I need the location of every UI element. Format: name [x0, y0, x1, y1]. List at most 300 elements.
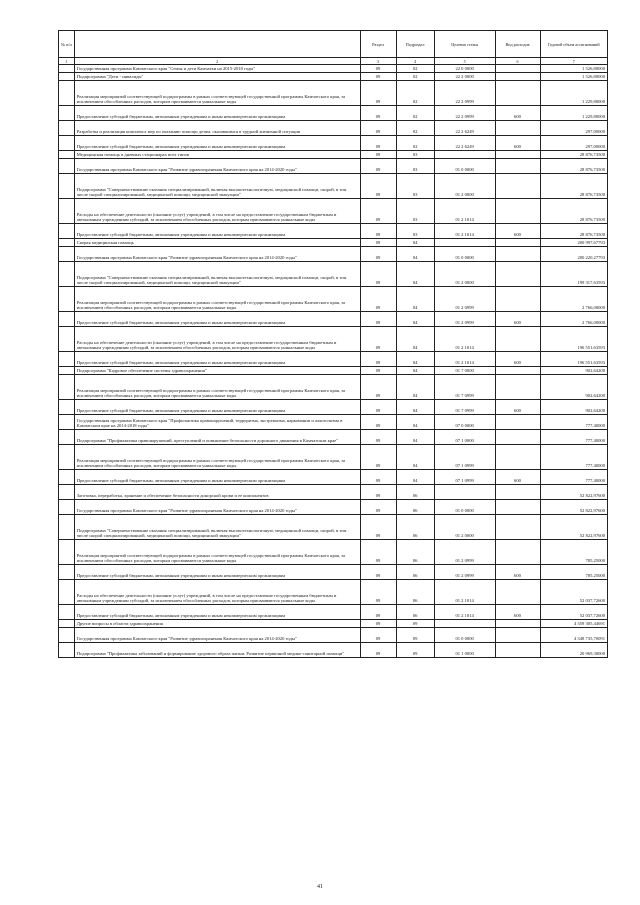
row-razdel-cell: 09 — [360, 151, 396, 159]
row-razdel-cell: 09 — [360, 312, 396, 327]
row-amount-cell: 199 317,63593 — [540, 262, 608, 287]
table-row — [59, 580, 608, 605]
table-row — [59, 287, 608, 312]
table-row — [59, 121, 608, 136]
row-number-cell — [59, 415, 75, 430]
row-razdel-cell: 09 — [360, 199, 396, 224]
column-number: 7 — [540, 58, 608, 65]
row-razdel-cell: 09 — [360, 485, 396, 500]
row-target-article-cell — [434, 151, 495, 159]
row-number-cell — [59, 500, 75, 515]
table-row — [59, 352, 608, 367]
row-razdel-cell: 09 — [360, 136, 396, 151]
row-razdel-cell: 09 — [360, 445, 396, 470]
row-amount-cell: 28 876,73500 — [540, 174, 608, 199]
table-row — [59, 445, 608, 470]
table-row — [59, 224, 608, 239]
row-podrazdel-cell: 06 — [396, 485, 434, 500]
table-row — [59, 565, 608, 580]
table-row — [59, 199, 608, 224]
header-annual-amount: Годовой объем ассигнований — [540, 31, 608, 58]
row-name-cell: Реализация мероприятий соответствующей подпрограммы в рамках соответствующей государственной программы Камчатского края, за исключением обособленных расходов, которым присваиваются уникальные коды — [74, 81, 360, 106]
row-razdel-cell: 09 — [360, 287, 396, 312]
row-target-article-cell: 01 2 0000 — [434, 515, 495, 540]
row-target-article-cell: 22 2 0999 — [434, 81, 495, 106]
row-expense-type-cell — [495, 73, 540, 81]
row-number-cell — [59, 136, 75, 151]
row-target-article-cell: 01 2 0999 — [434, 287, 495, 312]
table-row — [59, 174, 608, 199]
table-row — [59, 65, 608, 73]
row-target-article-cell — [434, 239, 495, 247]
row-expense-type-cell — [495, 159, 540, 174]
row-expense-type-cell — [495, 580, 540, 605]
row-expense-type-cell — [495, 485, 540, 500]
table-row — [59, 106, 608, 121]
row-target-article-cell — [434, 620, 495, 628]
row-amount-cell: 785,25000 — [540, 540, 608, 565]
table-row — [59, 400, 608, 415]
row-name-cell: Предоставление субсидий бюджетным, автономным учреждениям и иным некоммерческим организациям — [74, 605, 360, 620]
row-name-cell: Предоставление субсидий бюджетным, автономным учреждениям и иным некоммерческим организациям — [74, 470, 360, 485]
row-target-article-cell: 22 2 0999 — [434, 106, 495, 121]
row-expense-type-cell: 600 — [495, 352, 540, 367]
header-expense-type: Вид расходов — [495, 31, 540, 58]
row-expense-type-cell: 600 — [495, 400, 540, 415]
row-target-article-cell: 22 2 0000 — [434, 73, 495, 81]
row-number-cell — [59, 81, 75, 106]
row-expense-type-cell — [495, 500, 540, 515]
row-number-cell — [59, 620, 75, 628]
row-number-cell — [59, 400, 75, 415]
row-amount-cell: 20 969,30000 — [540, 643, 608, 658]
row-target-article-cell: 01 0 0000 — [434, 628, 495, 643]
row-number-cell — [59, 199, 75, 224]
row-name-cell: Предоставление субсидий бюджетным, автономным учреждениям и иным некоммерческим организациям — [74, 565, 360, 580]
row-amount-cell: 196 551,63593 — [540, 352, 608, 367]
row-podrazdel-cell: 04 — [396, 287, 434, 312]
row-name-cell: Реализация мероприятий соответствующей подпрограммы в рамках соответствующей государственной программы Камчатского края, за исключением обособленных расходов, которым присваиваются уникальные коды — [74, 540, 360, 565]
row-razdel-cell: 09 — [360, 565, 396, 580]
row-amount-cell: 2 766,00000 — [540, 287, 608, 312]
row-razdel-cell: 09 — [360, 224, 396, 239]
row-podrazdel-cell: 09 — [396, 620, 434, 628]
row-expense-type-cell — [495, 81, 540, 106]
row-podrazdel-cell: 02 — [396, 106, 434, 121]
row-target-article-cell: 01 0 0000 — [434, 159, 495, 174]
row-number-cell — [59, 565, 75, 580]
row-name-cell: Предоставление субсидий бюджетным, автономным учреждениям и иным некоммерческим организациям — [74, 106, 360, 121]
row-amount-cell: 902,64200 — [540, 400, 608, 415]
row-amount-cell: 777,40000 — [540, 415, 608, 430]
row-podrazdel-cell: 02 — [396, 73, 434, 81]
table-row — [59, 643, 608, 658]
row-name-cell: Подпрограмма "Совершенствование оказания специализированной, включая высокотехнологичную, медицинской помощи, скорой, в том числе скорой специализированной, медицинской помощи, медицинской эвакуации" — [74, 515, 360, 540]
row-name-cell: Государственная программа Камчатского края "Развитие здравоохранения Камчатского края на 2014-2020 годы" — [74, 247, 360, 262]
row-number-cell — [59, 470, 75, 485]
row-target-article-cell: 01 1 0000 — [434, 643, 495, 658]
row-number-cell — [59, 445, 75, 470]
table-row — [59, 262, 608, 287]
row-amount-cell: 297,00000 — [540, 136, 608, 151]
row-target-article-cell: 01 2 1014 — [434, 199, 495, 224]
row-expense-type-cell — [495, 430, 540, 445]
row-expense-type-cell: 600 — [495, 224, 540, 239]
row-number-cell — [59, 159, 75, 174]
row-amount-cell: 1 229,80000 — [540, 106, 608, 121]
row-target-article-cell: 07 1 0999 — [434, 445, 495, 470]
row-target-article-cell: 01 2 0999 — [434, 312, 495, 327]
row-amount-cell: 297,00000 — [540, 121, 608, 136]
row-amount-cell: 1 526,80000 — [540, 73, 608, 81]
row-podrazdel-cell: 04 — [396, 352, 434, 367]
document-page — [58, 30, 608, 658]
table-row — [59, 239, 608, 247]
row-target-article-cell: 01 2 0000 — [434, 174, 495, 199]
row-number-cell — [59, 485, 75, 500]
table-row — [59, 628, 608, 643]
row-expense-type-cell — [495, 247, 540, 262]
row-name-cell: Реализация мероприятий соответствующей подпрограммы в рамках соответствующей государственной программы Камчатского края, за исключением обособленных расходов, которым присваиваются уникальные коды — [74, 287, 360, 312]
row-number-cell — [59, 121, 75, 136]
row-amount-cell: 777,40000 — [540, 470, 608, 485]
row-expense-type-cell — [495, 445, 540, 470]
row-target-article-cell: 01 2 1014 — [434, 580, 495, 605]
row-name-cell: Подпрограмма "Совершенствование оказания специализированной, включая высокотехнологичную, медицинской помощи, скорой, в том числе скорой специализированной, медицинской помощи, медицинской эвакуации" — [74, 262, 360, 287]
column-number: 6 — [495, 58, 540, 65]
row-name-cell: Государственная программа Камчатского края "Развитие здравоохранения Камчатского края на 2014-2020 годы" — [74, 159, 360, 174]
row-podrazdel-cell: 04 — [396, 375, 434, 400]
row-podrazdel-cell: 06 — [396, 605, 434, 620]
row-number-cell — [59, 367, 75, 375]
row-razdel-cell: 09 — [360, 106, 396, 121]
row-target-article-cell: 07 1 0999 — [434, 470, 495, 485]
table-row — [59, 515, 608, 540]
row-target-article-cell: 01 2 1014 — [434, 352, 495, 367]
row-razdel-cell: 09 — [360, 430, 396, 445]
row-podrazdel-cell: 04 — [396, 367, 434, 375]
table-row — [59, 327, 608, 352]
row-name-cell: Предоставление субсидий бюджетным, автономным учреждениям и иным некоммерческим организациям — [74, 136, 360, 151]
row-name-cell: Государственная программа Камчатского края "Семья и дети Камчатки на 2015-2018 годы" — [74, 65, 360, 73]
table-row — [59, 367, 608, 375]
row-amount-cell: 28 876,73500 — [540, 159, 608, 174]
row-amount-cell: 52 037,72600 — [540, 605, 608, 620]
row-expense-type-cell — [495, 628, 540, 643]
row-podrazdel-cell: 04 — [396, 327, 434, 352]
row-number-cell — [59, 430, 75, 445]
row-target-article-cell: 22 2 6249 — [434, 136, 495, 151]
row-razdel-cell: 09 — [360, 247, 396, 262]
row-razdel-cell: 09 — [360, 400, 396, 415]
row-target-article-cell: 01 7 0000 — [434, 367, 495, 375]
row-name-cell: Государственная программа Камчатского края "Развитие здравоохранения Камчатского края на 2014-2020 годы" — [74, 628, 360, 643]
row-amount-cell: 52 822,97600 — [540, 500, 608, 515]
row-amount-cell: 200 997,67793 — [540, 239, 608, 247]
row-name-cell: Заготовка, переработка, хранение и обеспечение безопасности донорской крови и ее компонентов — [74, 485, 360, 500]
table-row — [59, 136, 608, 151]
row-name-cell: Подпрограмма "Кадровое обеспечение системы здравоохранения" — [74, 367, 360, 375]
row-name-cell: Расходы на обеспечение деятельности (оказание услуг) учреждений, в том числе на предоставление государственным бюджетным и автономным учреждениям субсидий, за исключением обособленных расходов, которым присваиваются уникальные коды — [74, 580, 360, 605]
row-amount-cell: 52 822,97600 — [540, 515, 608, 540]
row-number-cell — [59, 151, 75, 159]
page-number: 41 — [317, 884, 323, 890]
row-expense-type-cell — [495, 239, 540, 247]
row-razdel-cell: 09 — [360, 121, 396, 136]
row-razdel-cell: 09 — [360, 159, 396, 174]
row-expense-type-cell: 600 — [495, 136, 540, 151]
row-razdel-cell: 09 — [360, 515, 396, 540]
row-razdel-cell: 09 — [360, 620, 396, 628]
row-podrazdel-cell: 09 — [396, 643, 434, 658]
row-razdel-cell: 09 — [360, 643, 396, 658]
row-number-cell — [59, 247, 75, 262]
row-podrazdel-cell: 02 — [396, 81, 434, 106]
row-expense-type-cell: 600 — [495, 106, 540, 121]
row-number-cell — [59, 106, 75, 121]
row-amount-cell: 777,40000 — [540, 445, 608, 470]
row-razdel-cell: 09 — [360, 327, 396, 352]
header-name — [74, 31, 360, 58]
row-name-cell: Государственная программа Камчатского края "Развитие здравоохранения Камчатского края на 2014-2020 годы" — [74, 500, 360, 515]
row-number-cell — [59, 605, 75, 620]
row-podrazdel-cell: 03 — [396, 151, 434, 159]
row-amount-cell: 52 822,97600 — [540, 485, 608, 500]
row-amount-cell: 1 526,80000 — [540, 65, 608, 73]
row-target-article-cell: 01 2 1014 — [434, 605, 495, 620]
row-target-article-cell: 07 1 0000 — [434, 430, 495, 445]
row-podrazdel-cell: 04 — [396, 470, 434, 485]
table-row — [59, 159, 608, 174]
table-row — [59, 151, 608, 159]
row-target-article-cell: 01 2 1014 — [434, 327, 495, 352]
row-name-cell: Предоставление субсидий бюджетным, автономным учреждениям и иным некоммерческим организациям — [74, 224, 360, 239]
row-amount-cell: 785,25000 — [540, 565, 608, 580]
row-podrazdel-cell: 03 — [396, 199, 434, 224]
table-row — [59, 605, 608, 620]
row-number-cell — [59, 327, 75, 352]
row-number-cell — [59, 375, 75, 400]
row-amount-cell: 52 037,72600 — [540, 580, 608, 605]
row-name-cell: Государственная программа Камчатского края "Профилактика правонарушений, терроризма, экстремизма, наркомании и алкоголизма в Камчатском крае на 2014-2018 годы" — [74, 415, 360, 430]
row-target-article-cell: 01 7 0999 — [434, 375, 495, 400]
table-row — [59, 470, 608, 485]
row-razdel-cell: 09 — [360, 81, 396, 106]
row-expense-type-cell — [495, 540, 540, 565]
table-header — [59, 31, 608, 65]
header-podrazdel: Подраздел — [396, 31, 434, 58]
row-razdel-cell: 09 — [360, 415, 396, 430]
table-body — [59, 65, 608, 658]
row-name-cell: Подпрограмма "Дети - инвалиды" — [74, 73, 360, 81]
row-expense-type-cell — [495, 415, 540, 430]
row-number-cell — [59, 515, 75, 540]
row-expense-type-cell: 600 — [495, 312, 540, 327]
row-expense-type-cell — [495, 620, 540, 628]
row-number-cell — [59, 224, 75, 239]
row-expense-type-cell: 600 — [495, 605, 540, 620]
row-number-cell — [59, 643, 75, 658]
row-razdel-cell: 09 — [360, 540, 396, 565]
row-razdel-cell: 09 — [360, 628, 396, 643]
row-number-cell — [59, 73, 75, 81]
row-podrazdel-cell: 06 — [396, 515, 434, 540]
row-number-cell — [59, 65, 75, 73]
header-num: № п/п — [59, 31, 75, 58]
row-name-cell: Разработка и реализация комплекса мер по оказанию помощи детям, оказавшимся в трудной жизненной ситуации — [74, 121, 360, 136]
row-razdel-cell: 09 — [360, 239, 396, 247]
row-expense-type-cell — [495, 287, 540, 312]
row-podrazdel-cell: 02 — [396, 136, 434, 151]
row-expense-type-cell — [495, 121, 540, 136]
row-number-cell — [59, 540, 75, 565]
row-razdel-cell: 09 — [360, 375, 396, 400]
row-expense-type-cell — [495, 151, 540, 159]
row-amount-cell: 200 220,27793 — [540, 247, 608, 262]
row-razdel-cell: 09 — [360, 65, 396, 73]
row-name-cell: Реализация мероприятий соответствующей подпрограммы в рамках соответствующей государственной программы Камчатского края, за исключением обособленных расходов, которым присваиваются уникальные коды — [74, 375, 360, 400]
column-number-row — [59, 58, 608, 65]
row-name-cell: Другие вопросы в области здравоохранения — [74, 620, 360, 628]
row-expense-type-cell — [495, 174, 540, 199]
row-target-article-cell: 01 7 0999 — [434, 400, 495, 415]
row-target-article-cell: 22 0 0000 — [434, 65, 495, 73]
row-razdel-cell: 09 — [360, 352, 396, 367]
row-podrazdel-cell: 06 — [396, 580, 434, 605]
header-target-article: Целевая статья — [434, 31, 495, 58]
row-podrazdel-cell: 02 — [396, 121, 434, 136]
row-expense-type-cell — [495, 262, 540, 287]
header-razdel: Раздел — [360, 31, 396, 58]
table-row — [59, 485, 608, 500]
row-expense-type-cell — [495, 327, 540, 352]
row-razdel-cell: 09 — [360, 470, 396, 485]
table-row — [59, 415, 608, 430]
table-row — [59, 430, 608, 445]
row-expense-type-cell — [495, 65, 540, 73]
column-number: 2 — [74, 58, 360, 65]
row-podrazdel-cell: 04 — [396, 312, 434, 327]
row-amount-cell: 28 876,73500 — [540, 224, 608, 239]
row-name-cell: Подпрограмма "Совершенствование оказания специализированной, включая высокотехнологичную, медицинской помощи, скорой, в том числе скорой специализированной, медицинской помощи, медицинской эвакуации" — [74, 174, 360, 199]
row-expense-type-cell — [495, 367, 540, 375]
row-name-cell: Скорая медицинская помощь — [74, 239, 360, 247]
table-row — [59, 73, 608, 81]
row-podrazdel-cell: 04 — [396, 430, 434, 445]
row-podrazdel-cell: 06 — [396, 540, 434, 565]
table-row — [59, 81, 608, 106]
row-amount-cell: 902,64200 — [540, 367, 608, 375]
row-target-article-cell: 01 0 0000 — [434, 247, 495, 262]
row-target-article-cell: 01 0 0000 — [434, 500, 495, 515]
row-target-article-cell: 07 0 0000 — [434, 415, 495, 430]
row-name-cell: Подпрограмма "Профилактика заболеваний и формирование здорового образа жизни. Развитие первичной медико-санитарной помощи" — [74, 643, 360, 658]
row-amount-cell: 4 348 735,70091 — [540, 628, 608, 643]
row-razdel-cell: 09 — [360, 367, 396, 375]
row-number-cell — [59, 628, 75, 643]
row-expense-type-cell — [495, 375, 540, 400]
budget-table — [58, 30, 608, 658]
row-podrazdel-cell: 09 — [396, 628, 434, 643]
table-row — [59, 375, 608, 400]
row-podrazdel-cell: 04 — [396, 262, 434, 287]
row-razdel-cell: 09 — [360, 73, 396, 81]
row-number-cell — [59, 312, 75, 327]
row-podrazdel-cell: 04 — [396, 445, 434, 470]
row-name-cell: Реализация мероприятий соответствующей подпрограммы в рамках соответствующей государственной программы Камчатского края, за исключением обособленных расходов, которым присваиваются уникальные коды — [74, 445, 360, 470]
row-podrazdel-cell: 06 — [396, 500, 434, 515]
row-razdel-cell: 09 — [360, 605, 396, 620]
row-expense-type-cell: 600 — [495, 470, 540, 485]
row-podrazdel-cell: 03 — [396, 174, 434, 199]
row-amount-cell: 2 766,00000 — [540, 312, 608, 327]
table-row — [59, 540, 608, 565]
row-amount-cell: 4 359 305,44691 — [540, 620, 608, 628]
row-target-article-cell — [434, 485, 495, 500]
row-podrazdel-cell: 06 — [396, 565, 434, 580]
row-target-article-cell: 01 2 0000 — [434, 262, 495, 287]
row-amount-cell: 196 551,63593 — [540, 327, 608, 352]
row-target-article-cell: 22 2 6249 — [434, 121, 495, 136]
row-number-cell — [59, 239, 75, 247]
row-number-cell — [59, 174, 75, 199]
row-expense-type-cell — [495, 515, 540, 540]
row-number-cell — [59, 580, 75, 605]
table-row — [59, 620, 608, 628]
column-number: 1 — [59, 58, 75, 65]
row-amount-cell: 902,64200 — [540, 375, 608, 400]
row-name-cell: Расходы на обеспечение деятельности (оказание услуг) учреждений, в том числе на предоставление государственным бюджетным и автономным учреждениям субсидий, за исключением обособленных расходов, которым присваиваются уникальные коды — [74, 199, 360, 224]
row-expense-type-cell: 600 — [495, 565, 540, 580]
row-podrazdel-cell: 03 — [396, 159, 434, 174]
row-podrazdel-cell: 04 — [396, 247, 434, 262]
row-razdel-cell: 09 — [360, 580, 396, 605]
row-expense-type-cell — [495, 643, 540, 658]
row-amount-cell: 777,40000 — [540, 430, 608, 445]
row-target-article-cell: 01 2 0999 — [434, 565, 495, 580]
row-amount-cell: 28 876,73500 — [540, 151, 608, 159]
row-podrazdel-cell: 04 — [396, 239, 434, 247]
table-row — [59, 500, 608, 515]
row-razdel-cell: 09 — [360, 174, 396, 199]
row-number-cell — [59, 352, 75, 367]
column-number: 4 — [396, 58, 434, 65]
row-amount-cell: 28 876,73500 — [540, 199, 608, 224]
row-name-cell: Медицинская помощь в дневных стационарах всех типов — [74, 151, 360, 159]
row-name-cell: Расходы на обеспечение деятельности (оказание услуг) учреждений, в том числе на предоставление государственным бюджетным и автономным учреждениям субсидий, за исключением обособленных расходов, которым присваиваются уникальные коды — [74, 327, 360, 352]
table-row — [59, 312, 608, 327]
row-amount-cell: 1 229,80000 — [540, 81, 608, 106]
row-name-cell: Подпрограмма "Профилактика правонарушений, преступлений и повышение безопасности дорожного движения в Камчатском крае" — [74, 430, 360, 445]
row-target-article-cell: 01 2 1014 — [434, 224, 495, 239]
row-podrazdel-cell: 03 — [396, 224, 434, 239]
row-name-cell: Предоставление субсидий бюджетным, автономным учреждениям и иным некоммерческим организациям — [74, 400, 360, 415]
row-razdel-cell: 09 — [360, 262, 396, 287]
row-expense-type-cell — [495, 199, 540, 224]
row-name-cell: Предоставление субсидий бюджетным, автономным учреждениям и иным некоммерческим организациям — [74, 312, 360, 327]
row-podrazdel-cell: 04 — [396, 415, 434, 430]
row-number-cell — [59, 287, 75, 312]
row-target-article-cell: 01 2 0999 — [434, 540, 495, 565]
row-podrazdel-cell: 04 — [396, 400, 434, 415]
column-number: 5 — [434, 58, 495, 65]
row-razdel-cell: 09 — [360, 500, 396, 515]
row-number-cell — [59, 262, 75, 287]
table-row — [59, 247, 608, 262]
column-number: 3 — [360, 58, 396, 65]
row-name-cell: Предоставление субсидий бюджетным, автономным учреждениям и иным некоммерческим организациям — [74, 352, 360, 367]
row-podrazdel-cell: 02 — [396, 65, 434, 73]
